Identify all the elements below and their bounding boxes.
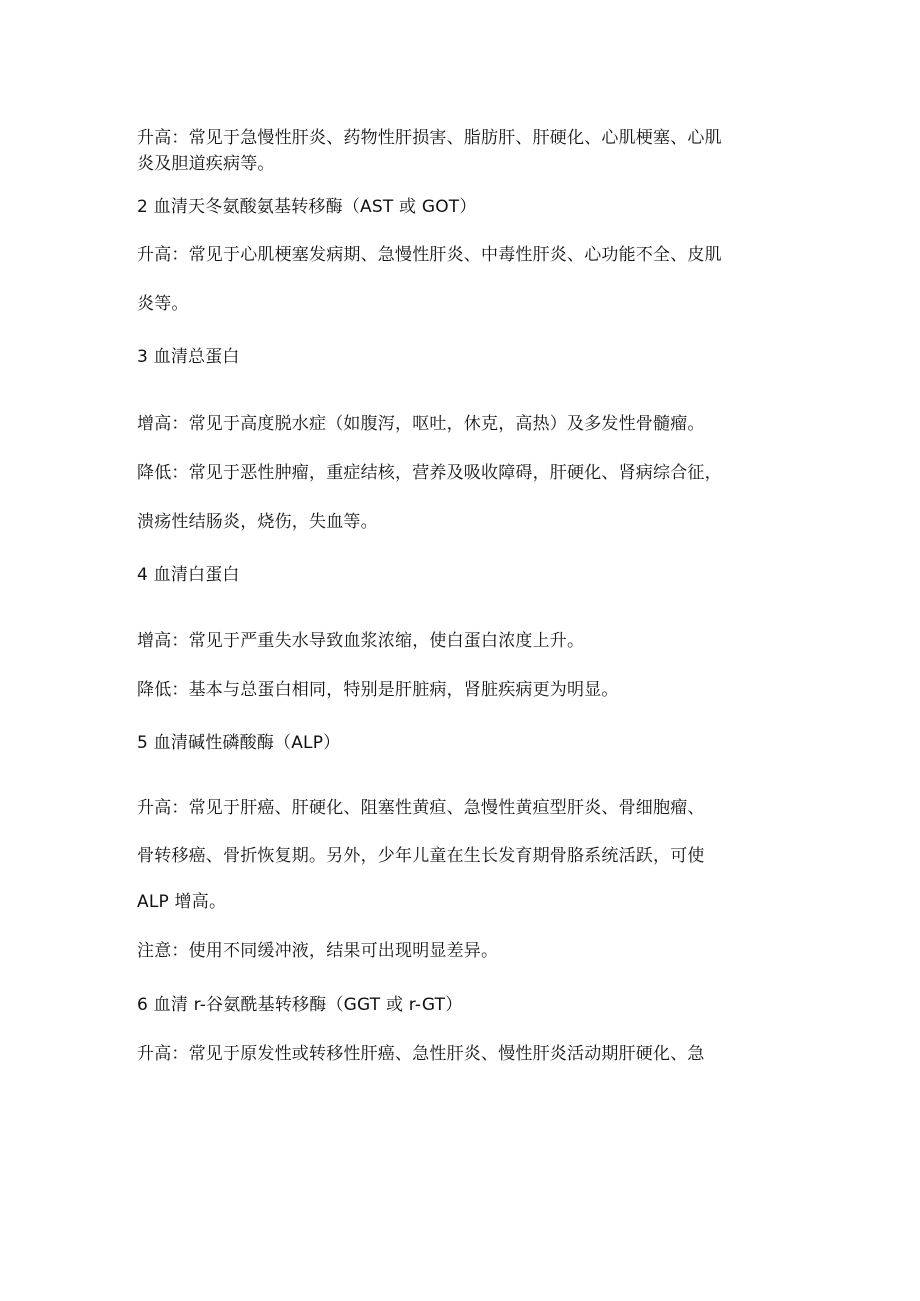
heading-total-protein: 3 血清总蛋白 xyxy=(137,347,240,367)
text-line-16: ALP 增高。 xyxy=(137,892,227,912)
text-line-14: 升高：常见于肝癌、肝硬化、阻塞性黄疸、急慢性黄疸型肝炎、骨细胞瘤、 xyxy=(137,798,705,818)
text-line-12: 降低：基本与总蛋白相同，特别是肝脏病，肾脏疾病更为明显。 xyxy=(137,680,619,700)
heading-alp: 5 血清碱性磷酸酶（ALP） xyxy=(137,733,341,753)
text-line-8: 降低：常见于恶性肿瘤，重症结核，营养及吸收障碍，肝硬化、肾病综合征， xyxy=(137,463,722,483)
text-line-15: 骨转移癌、骨折恢复期。另外，少年儿童在生长发育期骨胳系统活跃，可使 xyxy=(137,846,705,866)
text-line-19: 升高：常见于原发性或转移性肝癌、急性肝炎、慢性肝炎活动期肝硬化、急 xyxy=(137,1044,705,1064)
text-line-9: 溃疡性结肠炎，烧伤，失血等。 xyxy=(137,512,378,532)
text-line-5: 炎等。 xyxy=(137,294,189,314)
heading-albumin: 4 血清白蛋白 xyxy=(137,565,240,585)
heading-ast: 2 血清天冬氨酸氨基转移酶（AST 或 GOT） xyxy=(137,197,477,217)
text-line-4: 升高：常见于心肌梗塞发病期、急慢性肝炎、中毒性肝炎、心功能不全、皮肌 xyxy=(137,245,722,265)
text-line-7: 增高：常见于高度脱水症（如腹泻，呕吐，休克，高热）及多发性骨髓瘤。 xyxy=(137,414,705,434)
text-line-11: 增高：常见于严重失水导致血浆浓缩，使白蛋白浓度上升。 xyxy=(137,631,585,651)
text-line-2: 炎及胆道疾病等。 xyxy=(137,154,275,174)
text-line-17: 注意：使用不同缓冲液，结果可出现明显差异。 xyxy=(137,941,499,961)
heading-ggt: 6 血清 r-谷氨酰基转移酶（GGT 或 r-GT） xyxy=(137,995,463,1015)
text-line-1: 升高：常见于急慢性肝炎、药物性肝损害、脂肪肝、肝硬化、心肌梗塞、心肌 xyxy=(137,128,722,148)
